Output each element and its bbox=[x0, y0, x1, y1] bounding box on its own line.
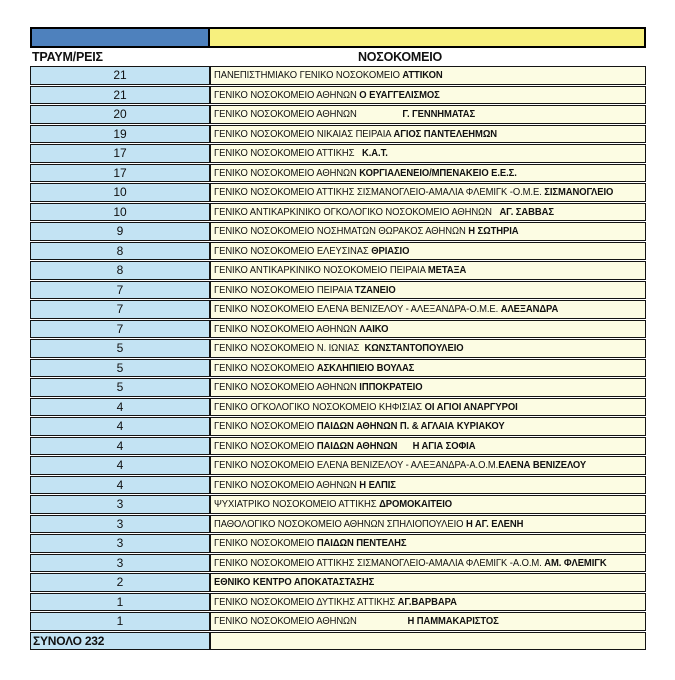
table-row bbox=[30, 378, 646, 397]
hospital-name-text bbox=[214, 597, 457, 608]
casualty-count-cell: 7 bbox=[30, 281, 210, 300]
table-row bbox=[30, 86, 646, 105]
hospital-name-bold: Η ΕΛΠΙΣ bbox=[359, 478, 396, 491]
casualty-count-cell: 4 bbox=[30, 417, 210, 436]
casualty-count-cell: 17 bbox=[30, 164, 210, 183]
casualty-count-cell: 1 bbox=[30, 612, 210, 631]
table-row bbox=[30, 573, 646, 592]
hospital-name-text bbox=[214, 363, 414, 374]
casualty-count-cell: 4 bbox=[30, 437, 210, 456]
hospital-name-prefix: ΓΕΝΙΚΟ ΝΟΣΟΚΟΜΕΙΟ bbox=[214, 439, 317, 452]
hospital-name-cell bbox=[210, 476, 646, 495]
hospital-name-bold: ΜΕΤΑΞΑ bbox=[427, 264, 467, 276]
hospital-name-text bbox=[214, 70, 443, 81]
hospital-name-text bbox=[214, 460, 586, 471]
casualty-count-cell: 3 bbox=[30, 495, 210, 514]
hospital-name-text bbox=[214, 421, 505, 432]
hospital-name-bold: ΛΑΙΚΟ bbox=[359, 322, 389, 335]
hospital-name-text bbox=[214, 246, 409, 257]
hospital-name-prefix: ΓΕΝΙΚΟ ΝΟΣΟΚΟΜΕΙΟ ΝΟΣΗΜΑΤΩΝ ΘΩΡΑΚΟΣ ΑΘΗΝΩΝ bbox=[214, 225, 469, 237]
table-row bbox=[30, 242, 646, 261]
hospital-name-bold: ΠΑΙΔΩΝ ΑΘΗΝΩΝ Π. & ΑΓΛΑΙΑ ΚΥΡΙΑΚΟΥ bbox=[316, 420, 505, 432]
hospital-name-prefix: ΠΑΝΕΠΙΣΤΗΜΙΑΚΟ ΓΕΝΙΚΟ ΝΟΣΟΚΟΜΕΙΟ bbox=[214, 69, 403, 81]
hospital-name-prefix: ΨΥΧΙΑΤΡΙΚΟ ΝΟΣΟΚΟΜΕΙΟ ΑΤΤΙΚΗΣ bbox=[214, 498, 380, 510]
hospital-name-prefix: ΓΕΝΙΚΟ ΝΟΣΟΚΟΜΕΙΟ ΕΛΕΥΣΙΝΑΣ bbox=[214, 244, 372, 257]
table-row bbox=[30, 534, 646, 553]
hospital-name-text bbox=[214, 480, 396, 491]
top-color-band bbox=[30, 27, 646, 48]
hospital-name-text bbox=[214, 499, 452, 510]
table-row bbox=[30, 222, 646, 241]
casualty-count-cell: 4 bbox=[30, 456, 210, 475]
total-empty-cell bbox=[210, 632, 646, 651]
hospital-name-cell bbox=[210, 437, 646, 456]
total-row bbox=[30, 632, 646, 651]
table-row bbox=[30, 66, 646, 85]
hospital-name-cell bbox=[210, 281, 646, 300]
hospital-name-bold: ΕΘΝΙΚΟ ΚΕΝΤΡΟ ΑΠΟΚΑΤΑΣΤΑΣΗΣ bbox=[214, 576, 375, 588]
band-blue-cell bbox=[30, 27, 210, 48]
hospital-name-cell bbox=[210, 183, 646, 202]
hospital-name-text bbox=[214, 129, 497, 140]
hospital-name-bold: ΑΓ. ΣΑΒΒΑΣ bbox=[499, 205, 554, 218]
hospital-name-bold: Η ΣΩΤΗΡΙΑ bbox=[468, 225, 519, 237]
hospital-name-bold: ΔΡΟΜΟΚΑΙΤΕΙΟ bbox=[379, 498, 453, 510]
hospital-name-prefix: ΓΕΝΙΚΟ ΝΟΣΟΚΟΜΕΙΟ ΔΥΤΙΚΗΣ ΑΤΤΙΚΗΣ bbox=[214, 595, 398, 608]
hospital-name-cell bbox=[210, 125, 646, 144]
hospital-name-text bbox=[214, 577, 374, 588]
hospital-name-prefix: ΓΕΝΙΚΟ ΟΓΚΟΛΟΓΙΚΟ ΝΟΣΟΚΟΜΕΙΟ ΚΗΦΙΣΙΑΣ bbox=[214, 400, 425, 413]
hospital-name-bold: ΑΓΙΟΣ ΠΑΝΤΕΛΕΗΜΩΝ bbox=[393, 127, 498, 140]
hospital-name-text bbox=[214, 187, 613, 198]
hospital-name-cell bbox=[210, 554, 646, 573]
hospital-name-prefix: ΓΕΝΙΚΟ ΝΟΣΟΚΟΜΕΙΟ ΝΙΚΑΙΑΣ ΠΕΙΡΑΙΑ bbox=[214, 127, 394, 140]
casualty-count-cell: 8 bbox=[30, 261, 210, 280]
hospital-name-cell bbox=[210, 86, 646, 105]
hospital-name-cell bbox=[210, 456, 646, 475]
hospital-name-prefix: ΓΕΝΙΚΟ ΑΝΤΙΚΑΡΚΙΝΙΚΟ ΟΓΚΟΛΟΓΙΚΟ ΝΟΣΟΚΟΜΕΙΟ ΑΘΗΝΩΝ bbox=[214, 205, 500, 218]
table-row bbox=[30, 359, 646, 378]
table-row bbox=[30, 144, 646, 163]
hospital-name-text bbox=[214, 148, 388, 159]
hospital-name-cell bbox=[210, 534, 646, 553]
hospital-name-bold: ΚΟΡΓΙΑΛΕΝΕΙΟ/ΜΠΕΝΑΚΕΙΟ Ε.Ε.Σ. bbox=[359, 166, 517, 179]
hospital-name-prefix: ΓΕΝΙΚΟ ΝΟΣΟΚΟΜΕΙΟ ΑΤΤΙΚΗΣ ΣΙΣΜΑΝΟΓΛΕΙΟ-ΑΜΑΛΙΑ ΦΛΕΜΙΓΚ -Α.Ο.Μ. bbox=[214, 556, 545, 569]
hospital-name-cell bbox=[210, 261, 646, 280]
hospital-name-prefix: ΓΕΝΙΚΟ ΑΝΤΙΚΑΡΚΙΝΙΚΟ ΝΟΣΟΚΟΜΕΙΟ ΠΕΙΡΑΙΑ bbox=[214, 264, 428, 276]
hospital-name-cell bbox=[210, 612, 646, 631]
hospital-name-bold: ΘΡΙΑΣΙΟ bbox=[371, 244, 410, 257]
table-row bbox=[30, 456, 646, 475]
table-row bbox=[30, 612, 646, 631]
hospital-name-cell bbox=[210, 222, 646, 241]
hospital-name-bold: Γ. ΓΕΝΝΗΜΑΤΑΣ bbox=[402, 108, 476, 120]
hospital-name-cell bbox=[210, 105, 646, 124]
hospital-name-bold: ΙΠΠΟΚΡΑΤΕΙΟ bbox=[359, 381, 423, 393]
casualty-count-cell: 5 bbox=[30, 339, 210, 358]
hospital-name-bold: ΑΛΕΞΑΝΔΡΑ bbox=[500, 303, 559, 315]
hospital-name-bold: ΚΩΝΣΤΑΝΤΟΠΟΥΛΕΙΟ bbox=[364, 342, 464, 354]
table-row bbox=[30, 339, 646, 358]
hospital-name-cell bbox=[210, 203, 646, 222]
hospital-name-cell bbox=[210, 417, 646, 436]
table-body bbox=[30, 66, 646, 631]
casualty-count-cell: 7 bbox=[30, 320, 210, 339]
casualty-count-cell: 3 bbox=[30, 515, 210, 534]
hospital-name-text bbox=[214, 304, 558, 315]
total-label: ΣΥΝΟΛΟ 232 bbox=[30, 632, 210, 651]
hospital-name-bold: Ο ΕΥΑΓΓΕΛΙΣΜΟΣ bbox=[359, 88, 440, 101]
hospital-name-bold: Η ΠΑΜΜΑΚΑΡΙΣΤΟΣ bbox=[407, 615, 499, 627]
casualty-count-cell: 17 bbox=[30, 144, 210, 163]
casualty-count-cell: 21 bbox=[30, 86, 210, 105]
casualty-count-cell: 10 bbox=[30, 203, 210, 222]
hospital-name-text bbox=[214, 207, 554, 218]
hospital-name-text bbox=[214, 402, 518, 413]
casualty-count-cell: 4 bbox=[30, 476, 210, 495]
hospital-name-cell bbox=[210, 66, 646, 85]
hospital-name-text bbox=[214, 519, 523, 530]
hospital-name-bold: ΑΣΚΛΗΠΙΕΙΟ ΒΟΥΛΑΣ bbox=[316, 361, 415, 374]
hospital-name-cell bbox=[210, 164, 646, 183]
hospital-name-prefix: ΓΕΝΙΚΟ ΝΟΣΟΚΟΜΕΙΟ ΑΘΗΝΩΝ bbox=[214, 88, 360, 101]
column-header-row bbox=[30, 48, 646, 66]
hospital-name-prefix: ΓΕΝΙΚΟ ΝΟΣΟΚΟΜΕΙΟ ΑΘΗΝΩΝ bbox=[214, 166, 360, 179]
table-row bbox=[30, 300, 646, 319]
hospital-name-prefix: ΓΕΝΙΚΟ ΝΟΣΟΚΟΜΕΙΟ ΕΛΕΝΑ ΒΕΝΙΖΕΛΟΥ - ΑΛΕΞΑΝΔΡΑ-Α.Ο.Μ. bbox=[214, 459, 499, 471]
casualty-count-cell: 5 bbox=[30, 378, 210, 397]
hospital-name-prefix: ΠΑΘΟΛΟΓΙΚΟ ΝΟΣΟΚΟΜΕΙΟ ΑΘΗΝΩΝ ΣΠΗΛΙΟΠΟΥΛΕΙΟ bbox=[214, 517, 466, 530]
casualty-count-cell: 10 bbox=[30, 183, 210, 202]
hospital-name-cell bbox=[210, 515, 646, 534]
hospital-name-cell bbox=[210, 144, 646, 163]
table-row bbox=[30, 164, 646, 183]
hospital-name-prefix: ΓΕΝΙΚΟ ΝΟΣΟΚΟΜΕΙΟ Ν. ΙΩΝΙΑΣ bbox=[214, 342, 365, 354]
hospital-name-text bbox=[214, 265, 466, 276]
table-row bbox=[30, 261, 646, 280]
table-row bbox=[30, 417, 646, 436]
hospital-name-prefix: ΓΕΝΙΚΟ ΝΟΣΟΚΟΜΕΙΟ ΑΘΗΝΩΝ bbox=[214, 381, 360, 393]
hospital-name-cell bbox=[210, 359, 646, 378]
table-row bbox=[30, 183, 646, 202]
casualty-count-cell: 19 bbox=[30, 125, 210, 144]
casualty-count-cell: 2 bbox=[30, 573, 210, 592]
hospital-name-prefix: ΓΕΝΙΚΟ ΝΟΣΟΚΟΜΕΙΟ ΑΤΤΙΚΗΣ ΣΙΣΜΑΝΟΓΛΕΙΟ-ΑΜΑΛΙΑ ΦΛΕΜΙΓΚ -Ο.Μ.Ε. bbox=[214, 186, 545, 198]
hospital-name-prefix: ΓΕΝΙΚΟ ΝΟΣΟΚΟΜΕΙΟ ΑΤΤΙΚΗΣ bbox=[214, 147, 363, 159]
hospital-name-cell bbox=[210, 378, 646, 397]
hospital-name-text bbox=[214, 441, 475, 452]
table-row bbox=[30, 593, 646, 612]
band-yellow-cell bbox=[210, 27, 646, 48]
hospital-name-bold: ΑΜ. ΦΛΕΜΙΓΚ bbox=[544, 556, 607, 569]
hospital-name-prefix: ΓΕΝΙΚΟ ΝΟΣΟΚΟΜΕΙΟ bbox=[214, 420, 317, 432]
table-row bbox=[30, 281, 646, 300]
hospital-name-cell bbox=[210, 573, 646, 592]
hospital-name-bold: ΟΙ ΑΓΙΟΙ ΑΝΑΡΓΥΡΟΙ bbox=[424, 400, 518, 413]
hospital-name-text bbox=[214, 168, 517, 179]
hospital-name-cell bbox=[210, 495, 646, 514]
hospital-name-bold: Η ΑΓ. ΕΛΕΝΗ bbox=[465, 517, 524, 530]
table-row bbox=[30, 125, 646, 144]
hospital-name-text bbox=[214, 343, 464, 354]
column-header-hospital: ΝΟΣΟΚΟΜΕΙΟ bbox=[357, 49, 443, 64]
table-row bbox=[30, 320, 646, 339]
hospital-name-prefix: ΓΕΝΙΚΟ ΝΟΣΟΚΟΜΕΙΟ ΑΘΗΝΩΝ bbox=[214, 322, 360, 335]
casualty-count-cell: 4 bbox=[30, 398, 210, 417]
hospital-name-text bbox=[214, 324, 388, 335]
hospital-name-bold: ΑΤΤΙΚΟΝ bbox=[402, 69, 443, 81]
hospital-name-bold: ΣΙΣΜΑΝΟΓΛΕΙΟ bbox=[544, 186, 614, 198]
hospital-name-prefix: ΓΕΝΙΚΟ ΝΟΣΟΚΟΜΕΙΟ bbox=[214, 537, 317, 549]
hospital-name-bold: ΕΛΕΝΑ ΒΕΝΙΖΕΛΟΥ bbox=[498, 459, 587, 471]
hospital-name-prefix: ΓΕΝΙΚΟ ΝΟΣΟΚΟΜΕΙΟ ΕΛΕΝΑ ΒΕΝΙΖΕΛΟΥ - ΑΛΕΞΑΝΔΡΑ-Ο.Μ.Ε. bbox=[214, 303, 501, 315]
casualty-count-cell: 1 bbox=[30, 593, 210, 612]
column-header-casualties: ΤΡΑΥΜ/ΡΕΙΣ bbox=[32, 49, 103, 64]
hospital-name-text bbox=[214, 382, 422, 393]
table-row bbox=[30, 495, 646, 514]
casualty-count-cell: 5 bbox=[30, 359, 210, 378]
casualty-count-cell: 8 bbox=[30, 242, 210, 261]
hospital-name-bold: ΤΖΑΝΕΙΟ bbox=[354, 283, 396, 296]
table-row bbox=[30, 437, 646, 456]
casualty-count-cell: 3 bbox=[30, 554, 210, 573]
hospital-name-prefix: ΓΕΝΙΚΟ ΝΟΣΟΚΟΜΕΙΟ bbox=[214, 361, 317, 374]
hospital-name-prefix: ΓΕΝΙΚΟ ΝΟΣΟΚΟΜΕΙΟ ΠΕΙΡΑΙΑ bbox=[214, 283, 355, 296]
hospital-name-cell bbox=[210, 593, 646, 612]
table-row bbox=[30, 398, 646, 417]
hospital-name-cell bbox=[210, 300, 646, 319]
hospital-name-text bbox=[214, 558, 607, 569]
hospital-name-text bbox=[214, 226, 519, 237]
hospital-name-bold: ΑΓ.ΒΑΡΒΑΡΑ bbox=[397, 595, 457, 608]
table-row bbox=[30, 515, 646, 534]
table-row bbox=[30, 203, 646, 222]
hospital-name-bold: Κ.Α.Τ. bbox=[362, 147, 388, 159]
hospital-name-text bbox=[214, 616, 499, 627]
hospital-name-cell bbox=[210, 242, 646, 261]
hospital-name-text bbox=[214, 538, 406, 549]
table-row bbox=[30, 105, 646, 124]
hospital-name-text bbox=[214, 90, 440, 101]
hospital-name-prefix: ΓΕΝΙΚΟ ΝΟΣΟΚΟΜΕΙΟ ΑΘΗΝΩΝ bbox=[214, 615, 408, 627]
hospital-name-cell bbox=[210, 339, 646, 358]
table-row bbox=[30, 554, 646, 573]
hospital-name-cell bbox=[210, 320, 646, 339]
hospital-name-text bbox=[214, 109, 475, 120]
casualty-count-cell: 3 bbox=[30, 534, 210, 553]
hospital-name-bold: ΠΑΙΔΩΝ ΠΕΝΤΕΛΗΣ bbox=[316, 537, 407, 549]
casualty-count-cell: 20 bbox=[30, 105, 210, 124]
casualty-count-cell: 9 bbox=[30, 222, 210, 241]
casualty-count-cell: 7 bbox=[30, 300, 210, 319]
hospital-name-cell bbox=[210, 398, 646, 417]
hospital-name-prefix: ΓΕΝΙΚΟ ΝΟΣΟΚΟΜΕΙΟ ΑΘΗΝΩΝ bbox=[214, 478, 360, 491]
hospital-name-text bbox=[214, 285, 396, 296]
hospital-name-prefix: ΓΕΝΙΚΟ ΝΟΣΟΚΟΜΕΙΟ ΑΘΗΝΩΝ bbox=[214, 108, 403, 120]
casualty-count-cell: 21 bbox=[30, 66, 210, 85]
table-row bbox=[30, 476, 646, 495]
hospital-name-bold: ΠΑΙΔΩΝ ΑΘΗΝΩΝ Η ΑΓΙΑ ΣΟΦΙΑ bbox=[316, 439, 476, 452]
